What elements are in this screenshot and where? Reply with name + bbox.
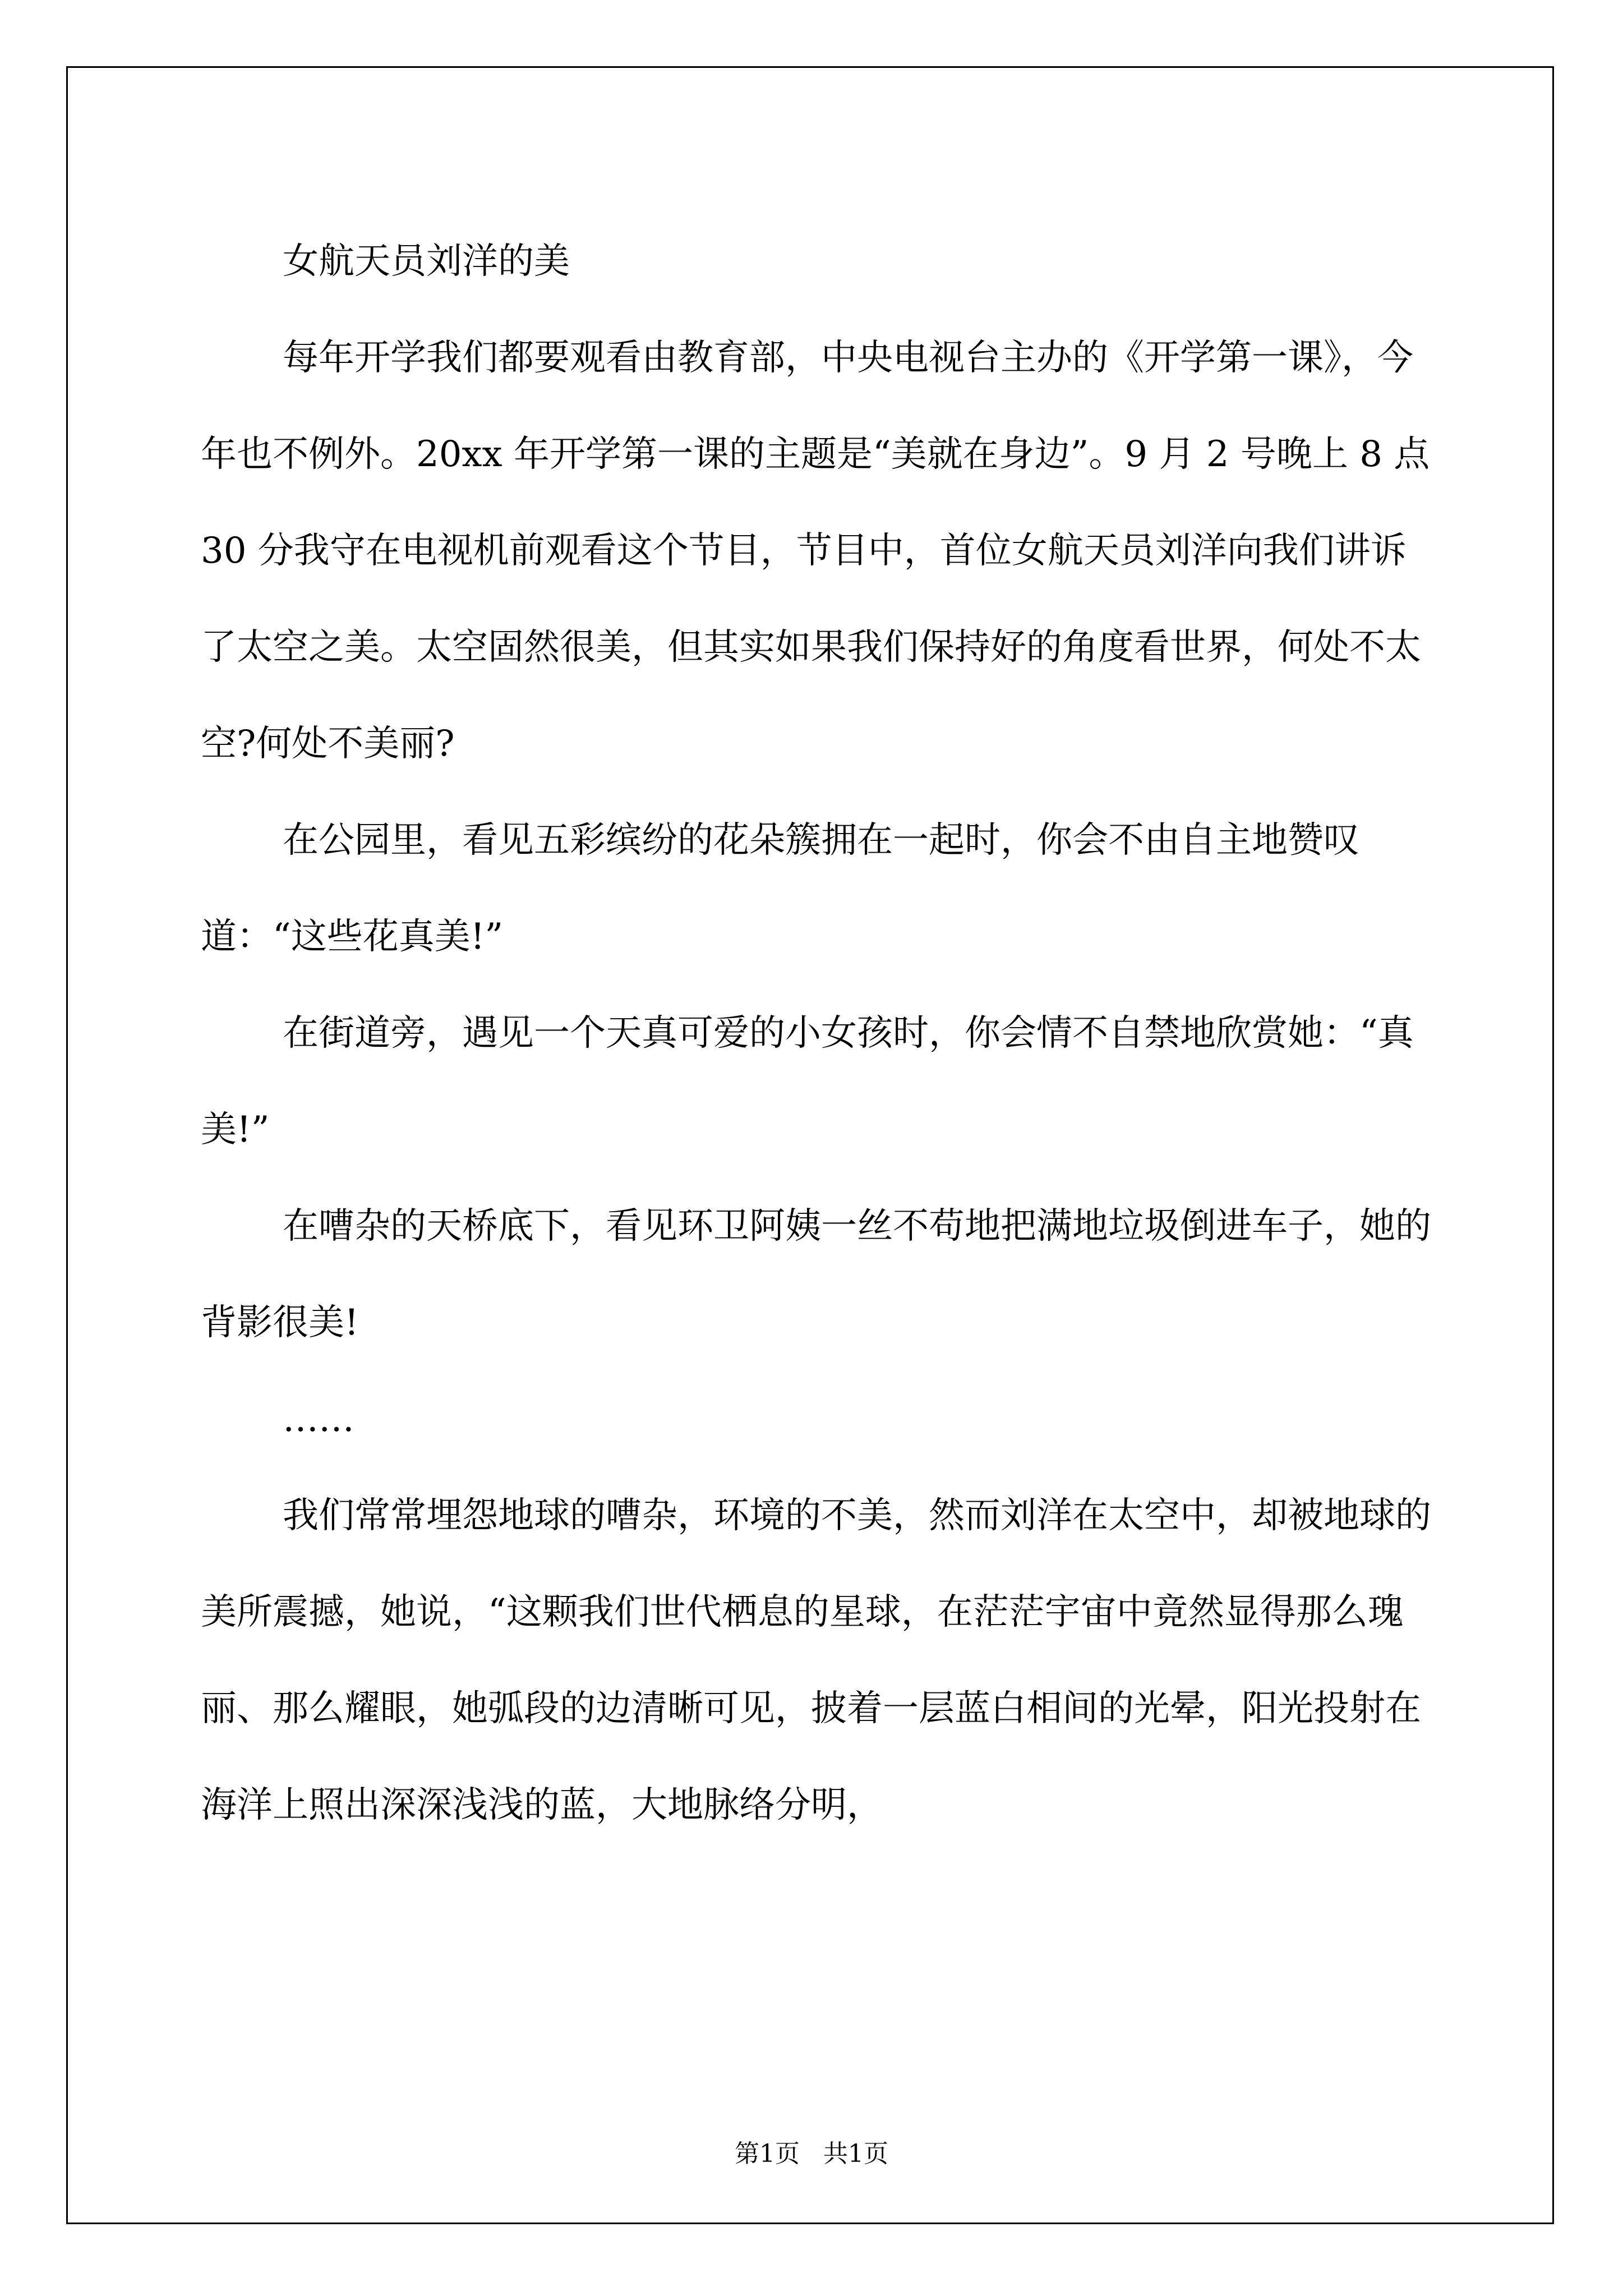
page-footer: [0, 2138, 1623, 2170]
document-body: [201, 213, 1441, 1853]
paragraph: 在嘈杂的天桥底下，看见环卫阿姨一丝不苟地把满地垃圾倒进车子，她的背影很美!: [201, 1205, 1431, 1343]
paragraph: 每年开学我们都要观看由教育部，中央电视台主办的《开学第一课》，今年也不例外。20xx 年开学第一课的主题是“美就在身边”。9 月 2 号晚上 8 点 30 分我守在电视机前观看这个节目，节目中，首位女航天员刘洋向我们讲诉了太空之美。太空固然很美，但其实如果我们保持好的角度看世界，何处不太空?何处不美丽?: [201, 337, 1441, 765]
paragraph: 我们常常埋怨地球的嘈杂，环境的不美，然而刘洋在太空中，却被地球的美所震撼，她说，“这颗我们世代栖息的星球，在茫茫宇宙中竟然显得那么瑰丽、那么耀眼，她弧段的边清晰可见，披着一层蓝白相间的光晕，阳光投射在海洋上照出深深浅浅的蓝，大地脉络分明，: [201, 1495, 1431, 1826]
page-number: 第1页 共1页: [735, 2139, 888, 2168]
ellipsis-paragraph: ……: [283, 1398, 354, 1440]
paragraph: 在公园里，看见五彩缤纷的花朵簇拥在一起时，你会不由自主地赞叹道：“这些花真美!”: [201, 820, 1359, 958]
document-title: 女航天员刘洋的美: [283, 241, 570, 282]
paragraph: 在街道旁，遇见一个天真可爱的小女孩时，你会情不自禁地欣赏她：“真美!”: [201, 1013, 1414, 1151]
